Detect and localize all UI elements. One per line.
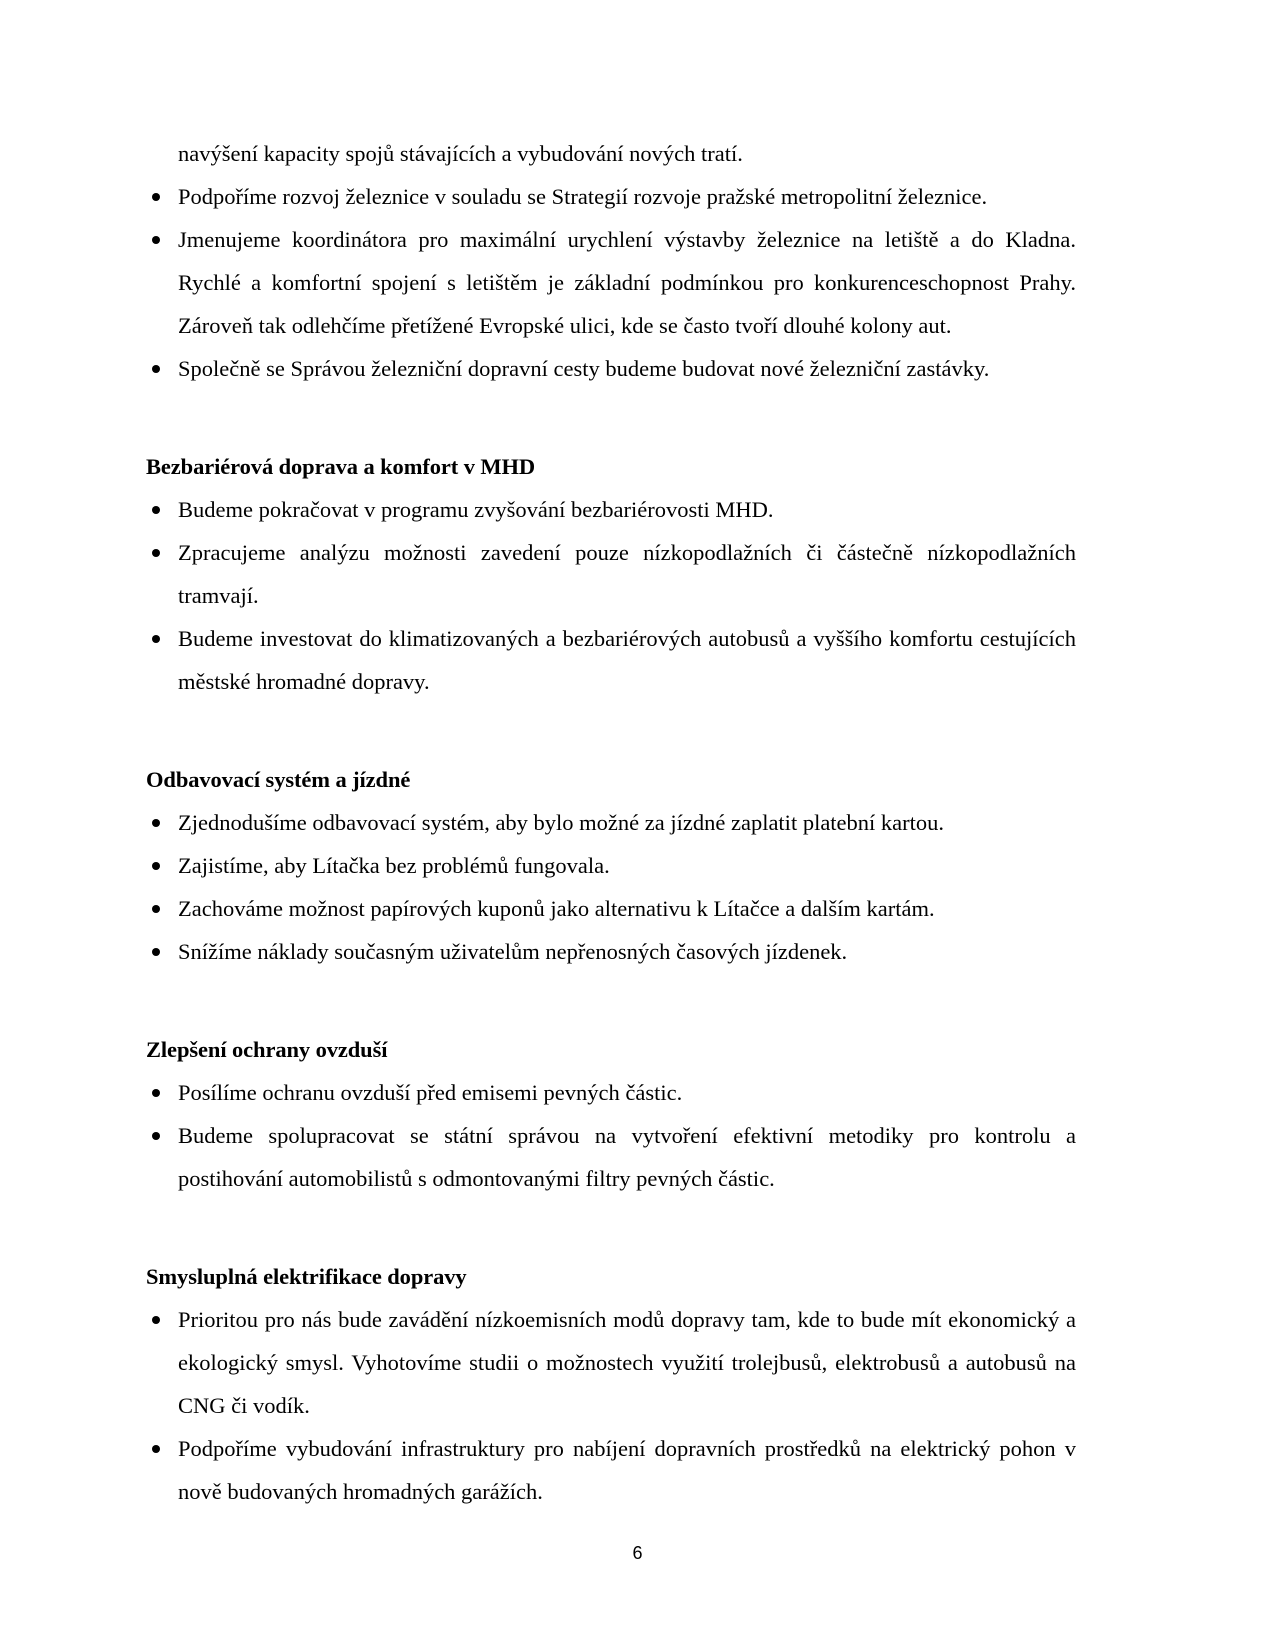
section-spacer — [146, 703, 1076, 758]
ticketing-bullet-list — [146, 801, 1076, 973]
page-number: 6 — [632, 1543, 643, 1563]
list-item: Budeme spolupracovat se státní správou na vytvoření efektivní metodiky pro kontrolu a postihování automobilistů s odmontovanými filtry pevných částic. — [146, 1114, 1076, 1200]
list-item: Podpoříme rozvoj železnice v souladu se Strategií rozvoje pražské metropolitní železnice. — [146, 175, 1076, 218]
section-spacer — [146, 1200, 1076, 1255]
section-heading-ticketing: Odbavovací systém a jízdné — [146, 767, 411, 792]
section-spacer — [146, 390, 1076, 445]
continuation-paragraph: navýšení kapacity spojů stávajících a vybudování nových tratí. — [178, 141, 743, 166]
page-content — [146, 132, 1076, 1513]
section-heading-accessibility: Bezbariérová doprava a komfort v MHD — [146, 454, 536, 479]
list-item: Budeme investovat do klimatizovaných a bezbariérových autobusů a vyššího komfortu cestujících městské hromadné dopravy. — [146, 617, 1076, 703]
list-item: Jmenujeme koordinátora pro maximální urychlení výstavby železnice na letiště a do Kladna. Rychlé a komfortní spojení s letištěm je základní podmínkou pro konkurenceschopnost Prahy. Zároveň tak odlehčíme přetížené Evropské ulici, kde se často tvoří dlouhé kolony aut. — [146, 218, 1076, 347]
list-item: Podpoříme vybudování infrastruktury pro nabíjení dopravních prostředků na elektrický pohon v nově budovaných hromadných garážích. — [146, 1427, 1076, 1513]
list-item: Zachováme možnost papírových kuponů jako alternativu k Lítačce a dalším kartám. — [146, 887, 1076, 930]
list-item: Posílíme ochranu ovzduší před emisemi pevných částic. — [146, 1071, 1076, 1114]
section-heading-air-quality: Zlepšení ochrany ovzduší — [146, 1037, 388, 1062]
list-item: Snížíme náklady současným uživatelům nepřenosných časových jízdenek. — [146, 930, 1076, 973]
air-quality-bullet-list — [146, 1071, 1076, 1200]
list-item: Zajistíme, aby Lítačka bez problémů fungovala. — [146, 844, 1076, 887]
accessibility-bullet-list — [146, 488, 1076, 703]
section-spacer — [146, 973, 1076, 1028]
list-item: Zjednodušíme odbavovací systém, aby bylo možné za jízdné zaplatit platební kartou. — [146, 801, 1076, 844]
electrification-bullet-list — [146, 1298, 1076, 1513]
list-item: Zpracujeme analýzu možnosti zavedení pouze nízkopodlažních či částečně nízkopodlažních tramvají. — [146, 531, 1076, 617]
list-item: Prioritou pro nás bude zavádění nízkoemisních modů dopravy tam, kde to bude mít ekonomický a ekologický smysl. Vyhotovíme studii o možnostech využití trolejbusů, elektrobusů a autobusů na CNG či vodík. — [146, 1298, 1076, 1427]
railway-bullet-list — [146, 175, 1076, 390]
section-heading-electrification: Smysluplná elektrifikace dopravy — [146, 1264, 467, 1289]
list-item: Společně se Správou železniční dopravní cesty budeme budovat nové železniční zastávky. — [146, 347, 1076, 390]
list-item: Budeme pokračovat v programu zvyšování bezbariérovosti MHD. — [146, 488, 1076, 531]
